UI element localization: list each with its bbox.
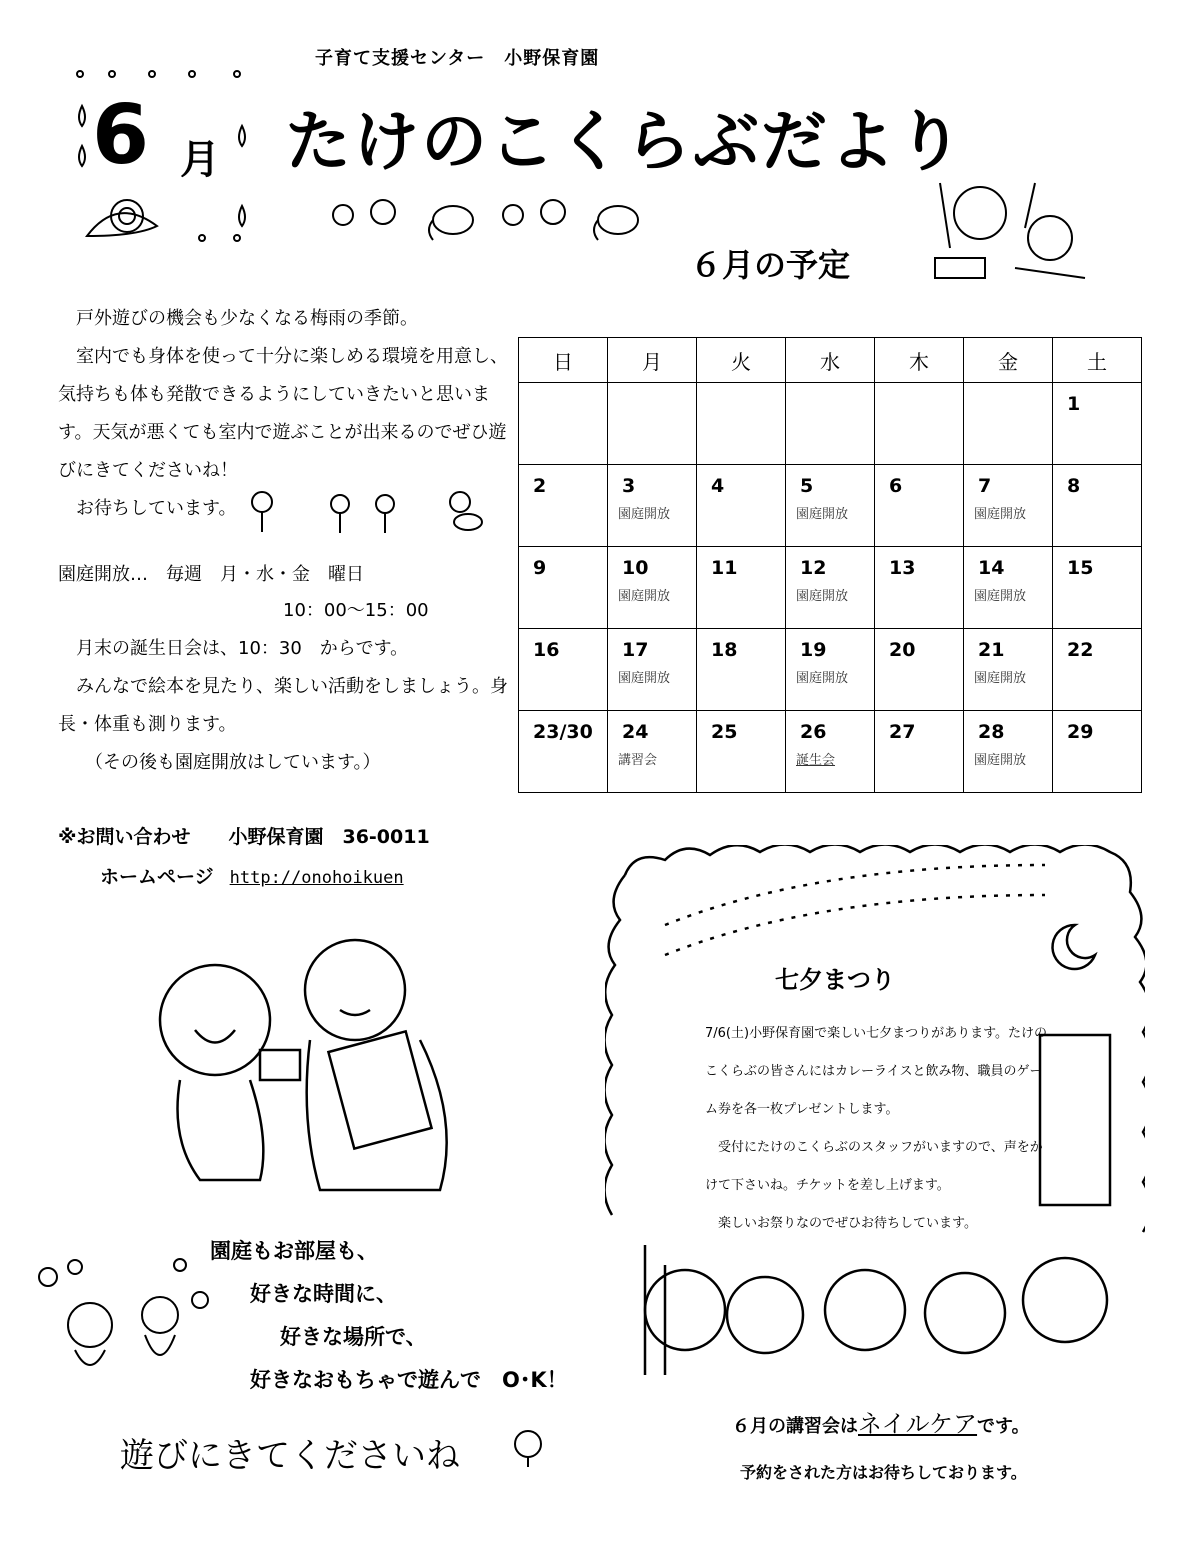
calendar-day-cell (608, 547, 697, 629)
day-number: 23/30 (533, 721, 593, 743)
day-number: 19 (800, 639, 827, 661)
day-event: 園庭開放 (796, 589, 849, 604)
day-number: 7 (978, 475, 992, 497)
day-event (519, 497, 607, 503)
day-event (875, 661, 963, 667)
calendar-day-cell (608, 383, 697, 465)
day-event (786, 393, 874, 399)
day-event (1053, 497, 1141, 503)
day-event: 園庭開放 (974, 671, 1027, 686)
day-event (875, 579, 963, 585)
lecture-notice (732, 1404, 1030, 1439)
slogan-line: 好きな場所で、 (280, 1325, 427, 1349)
schedule-title: ６月の予定 (690, 246, 851, 284)
calendar-week-row (519, 465, 1142, 547)
schedule-calendar (518, 337, 1142, 793)
day-number: 24 (622, 721, 649, 743)
day-number: 2 (533, 475, 547, 497)
day-number: 5 (800, 475, 814, 497)
day-event (519, 579, 607, 585)
homepage-line (100, 862, 404, 889)
calendar-day-cell (875, 629, 964, 711)
open-garden-schedule: 園庭開放… 毎週 月・水・金 曜日 (58, 564, 364, 585)
day-number: 29 (1067, 721, 1094, 743)
month-number: 6 (92, 88, 150, 183)
calendar-day-cell (964, 629, 1053, 711)
day-number: 15 (1067, 557, 1094, 579)
day-number: 11 (711, 557, 738, 579)
day-number: 9 (533, 557, 547, 579)
intro-line: 戸外遊びの機会も少なくなる梅雨の季節。 (58, 308, 418, 329)
calendar-day-cell (519, 383, 608, 465)
calendar-day-cell (697, 711, 786, 793)
come-play-message: 遊びにきてくださいね (120, 1436, 460, 1476)
child-and-father-illustration (140, 930, 460, 1200)
day-number: 14 (978, 557, 1005, 579)
day-event (1053, 415, 1141, 421)
day-number: 21 (978, 639, 1005, 661)
day-event (964, 393, 1052, 399)
weekday-header: 木 (875, 338, 964, 383)
calendar-day-cell (1053, 629, 1142, 711)
weekday-header: 火 (697, 338, 786, 383)
calendar-day-cell (519, 629, 608, 711)
calendar-day-cell (875, 465, 964, 547)
day-event: 園庭開放 (974, 753, 1027, 768)
calendar-day-cell (964, 383, 1053, 465)
day-event (875, 497, 963, 503)
calendar-day-cell (875, 711, 964, 793)
day-number (786, 383, 874, 393)
calendar-day-cell (1053, 383, 1142, 465)
day-number: 25 (711, 721, 738, 743)
day-number: 26 (800, 721, 827, 743)
calendar-day-cell (608, 629, 697, 711)
day-event (1053, 579, 1141, 585)
calendar-day-cell (697, 547, 786, 629)
fan-icon (508, 1428, 548, 1468)
day-event (519, 743, 607, 749)
homepage-link[interactable]: http://onohoikuen (229, 868, 404, 888)
day-event: 園庭開放 (974, 589, 1027, 604)
organization-name: 子育て支援センター 小野保育園 (315, 48, 600, 69)
day-number: 20 (889, 639, 916, 661)
newsletter-title: たけのこくらぶだより (285, 103, 965, 180)
tanabata-line: 受付にたけのこくらぶのスタッフがいますので、声をかけて下さいね。チケットを差し上げます。 (705, 1140, 1043, 1193)
day-event: 園庭開放 (974, 507, 1027, 522)
calendar-day-cell (964, 547, 1053, 629)
calendar-day-cell (1053, 547, 1142, 629)
day-event: 園庭開放 (618, 507, 671, 522)
day-event (875, 743, 963, 749)
day-event: 講習会 (618, 753, 658, 768)
calendar-week-row (519, 629, 1142, 711)
calendar-day-cell (786, 465, 875, 547)
slogan-line: 園庭もお部屋も、 (210, 1239, 378, 1263)
calendar-week-row (519, 547, 1142, 629)
day-event (519, 661, 607, 667)
birthday-line: （その後も園庭開放はしています。） (58, 752, 381, 773)
calendar-day-cell (697, 465, 786, 547)
day-event (697, 497, 785, 503)
calendar-day-cell (519, 711, 608, 793)
weekday-header-row (519, 338, 1142, 383)
day-number: 8 (1067, 475, 1081, 497)
calendar-day-cell (1053, 465, 1142, 547)
day-number: 16 (533, 639, 560, 661)
birthday-text (58, 630, 513, 782)
day-event: 園庭開放 (618, 589, 671, 604)
birthday-line: みんなで絵本を見たり、楽しい活動をしましょう。身長・体重も測ります。 (58, 676, 508, 735)
weekday-header: 水 (786, 338, 875, 383)
calendar-day-cell (697, 383, 786, 465)
bubbles-animals-illustration (30, 1255, 210, 1395)
day-event: 園庭開放 (796, 507, 849, 522)
month-kanji: 月 (180, 137, 220, 183)
day-event (608, 393, 696, 399)
tanabata-title: 七夕まつり (775, 966, 895, 994)
day-number: 17 (622, 639, 649, 661)
day-event (1053, 661, 1141, 667)
day-event (697, 579, 785, 585)
homepage-label: ホームページ (100, 866, 214, 888)
calendar-day-cell (964, 711, 1053, 793)
calendar-day-cell (1053, 711, 1142, 793)
day-number (608, 383, 696, 393)
day-number: 6 (889, 475, 903, 497)
calendar-day-cell (608, 465, 697, 547)
slogan (210, 1230, 568, 1402)
day-number (697, 383, 785, 393)
calendar-day-cell (519, 465, 608, 547)
calendar-day-cell (786, 629, 875, 711)
day-number: 12 (800, 557, 827, 579)
slogan-line: 好きな時間に、 (250, 1282, 397, 1306)
day-event (875, 393, 963, 399)
day-number: 4 (711, 475, 725, 497)
day-number (519, 383, 607, 393)
calendar-day-cell (786, 711, 875, 793)
calendar-day-cell (786, 547, 875, 629)
contact-info: ※お問い合わせ 小野保育園 36-0011 (58, 826, 430, 848)
calendar-day-cell (875, 547, 964, 629)
calendar-week-row (519, 711, 1142, 793)
day-number (964, 383, 1052, 393)
lecture-prefix: ６月の講習会は (732, 1416, 858, 1437)
day-event: 園庭開放 (796, 671, 849, 686)
day-event (519, 393, 607, 399)
birthday-line: 月末の誕生日会は、10：30 からです。 (58, 638, 409, 659)
intro-line: 室内でも身体を使って十分に楽しめる環境を用意し、気持ちも体も発散できるようにしていきたいと思います。天気が悪くても室内で遊ぶことが出来るのでぜひ遊びにきてくださいね！ (58, 346, 508, 481)
day-number: 18 (711, 639, 738, 661)
weekday-header: 月 (608, 338, 697, 383)
calendar-day-cell (786, 383, 875, 465)
day-number: 27 (889, 721, 916, 743)
day-number (875, 383, 963, 393)
tanabata-line: 楽しいお祭りなのでぜひお待ちしています。 (705, 1216, 977, 1231)
calendar-day-cell (875, 383, 964, 465)
day-number: 13 (889, 557, 916, 579)
day-event (1053, 743, 1141, 749)
weekday-header: 金 (964, 338, 1053, 383)
day-event (697, 743, 785, 749)
day-event: 園庭開放 (618, 671, 671, 686)
lecture-suffix: です。 (977, 1416, 1030, 1437)
animals-illustration (318, 190, 648, 250)
intro-line: お待ちしています。 (58, 498, 237, 519)
day-number: 28 (978, 721, 1005, 743)
day-number: 10 (622, 557, 649, 579)
calendar-day-cell (697, 629, 786, 711)
tanabata-line: 7/6(土)小野保育園で楽しい七夕まつりがあります。たけのこくらぶの皆さんにはカレーライスと飲み物、職員のゲーム券を各一枚プレゼントします。 (705, 1026, 1048, 1117)
calendar-day-cell (964, 465, 1053, 547)
day-event (697, 393, 785, 399)
lecture-topic: ネイルケア (858, 1410, 978, 1438)
calendar-week-row (519, 383, 1142, 465)
calendar-day-cell (608, 711, 697, 793)
day-number: 22 (1067, 639, 1094, 661)
slogan-line: 好きなおもちゃで遊んで O･K！ (250, 1368, 568, 1392)
calendar-day-cell (519, 547, 608, 629)
reservation-note: 予約をされた方はお待ちしております。 (740, 1463, 1027, 1482)
day-number: 3 (622, 475, 636, 497)
weekday-header: 日 (519, 338, 608, 383)
day-event: 誕生会 (796, 753, 836, 768)
kids-illustration (925, 178, 1095, 288)
weekday-header: 土 (1053, 338, 1142, 383)
open-garden-hours: 10：00～15：00 (283, 600, 429, 621)
day-number: 1 (1067, 393, 1081, 415)
day-event (697, 661, 785, 667)
tanabata-text (705, 1015, 1050, 1243)
bugs-flowers-illustration (240, 484, 510, 540)
